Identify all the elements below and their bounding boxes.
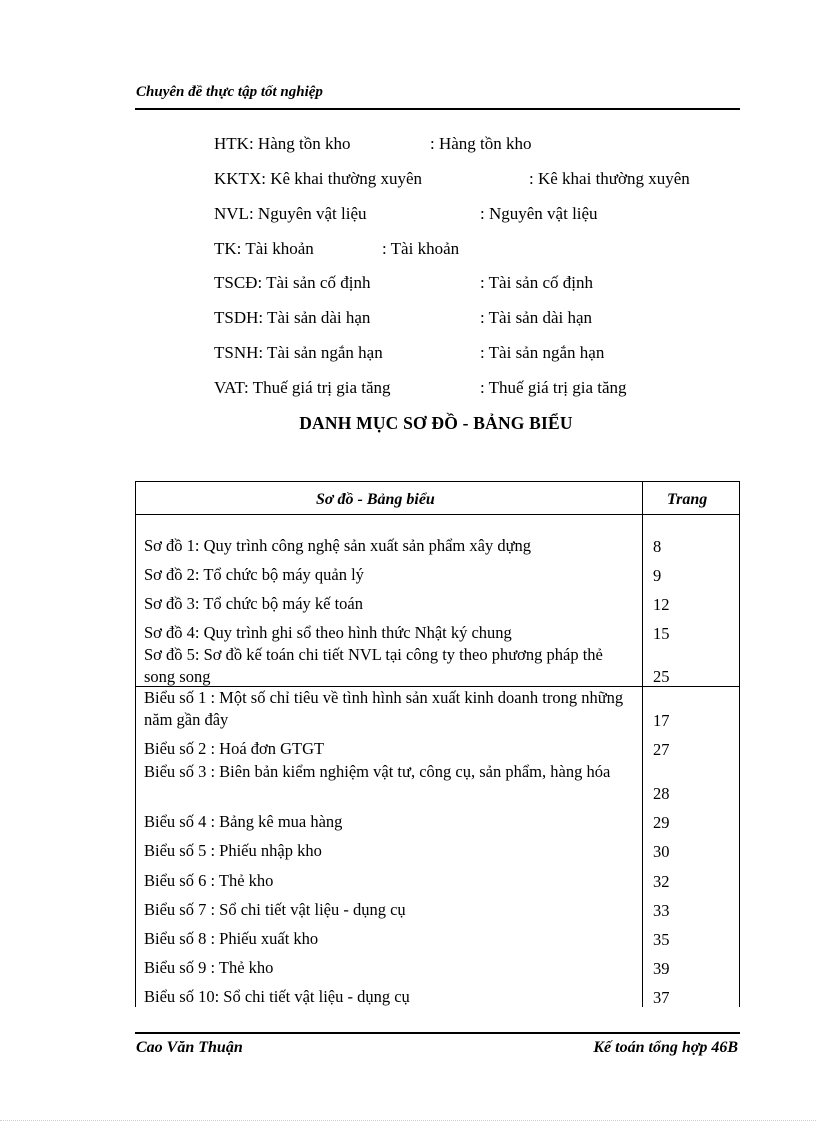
- abbr-term: VAT: Thuế giá trị gia tăng: [214, 378, 391, 397]
- abbr-term: TSCĐ: Tài sản cố định: [214, 273, 371, 292]
- footer-author: Cao Văn Thuận: [136, 1039, 243, 1056]
- table-row-page: 35: [653, 930, 670, 949]
- table-row-page: 29: [653, 813, 670, 832]
- abbr-meaning: : Kê khai thường xuyên: [529, 169, 690, 188]
- table-row-label: Biểu số 9 : Thẻ kho: [144, 958, 274, 977]
- abbr-term: TK: Tài khoản: [214, 239, 314, 258]
- table-row-label: Biểu số 7 : Sổ chi tiết vật liệu - dụng cụ: [144, 900, 406, 919]
- table-row-label: Biểu số 3 : Biên bản kiểm nghiệm vật tư, công cụ, sản phẩm, hàng hóa: [144, 762, 611, 781]
- table-row-label: Sơ đồ 3: Tổ chức bộ máy kế toán: [144, 594, 363, 613]
- table-row-label: Sơ đồ 1: Quy trình công nghệ sản xuất sản phẩm xây dựng: [144, 536, 532, 555]
- table-header-row: [136, 482, 739, 515]
- header-item: Sơ đồ - Bảng biểu: [316, 491, 435, 508]
- header-rule: [135, 108, 740, 110]
- table-row-page: 17: [653, 711, 670, 730]
- abbr-meaning: : Tài sản cố định: [480, 273, 593, 292]
- abbr-meaning: : Tài sản ngắn hạn: [480, 343, 605, 362]
- table-row-label: Sơ đồ 4: Quy trình ghi sổ theo hình thức Nhật ký chung: [144, 623, 512, 642]
- table-row-page: 37: [653, 988, 670, 1007]
- page-edge: [0, 1120, 816, 1121]
- table-row-page: 15: [653, 624, 670, 643]
- table-row-page: 33: [653, 901, 670, 920]
- abbr-meaning: : Thuế giá trị gia tăng: [480, 378, 627, 397]
- table-row-label: Biểu số 5 : Phiếu nhập kho: [144, 841, 322, 860]
- table-row-page: 28: [653, 784, 670, 803]
- abbr-term: KKTX: Kê khai thường xuyên: [214, 169, 423, 188]
- abbr-term: TSDH: Tài sản dài hạn: [214, 308, 371, 327]
- table-row-page: 30: [653, 842, 670, 861]
- section-title: DANH MỤC SƠ ĐỒ - BẢNG BIỂU: [299, 413, 573, 433]
- table-row-page: 25: [653, 667, 670, 686]
- table-row-label: Biểu số 10: Sổ chi tiết vật liệu - dụng cụ: [144, 987, 410, 1006]
- abbr-term: TSNH: Tài sản ngắn hạn: [214, 343, 383, 362]
- table-row-page: 12: [653, 595, 670, 614]
- abbr-meaning: : Hàng tồn kho: [430, 134, 532, 153]
- running-header-title: Chuyên đề thực tập tốt nghiệp: [136, 84, 323, 100]
- column-divider: [642, 482, 643, 1007]
- table-row-label: Biểu số 6 : Thẻ kho: [144, 871, 274, 890]
- table-row-label: Sơ đồ 2: Tổ chức bộ máy quản lý: [144, 565, 364, 584]
- table-row-label: Biểu số 4 : Bảng kê mua hàng: [144, 812, 343, 831]
- footer-class: Kế toán tổng hợp 46B: [593, 1039, 738, 1056]
- abbr-term: NVL: Nguyên vật liệu: [214, 204, 367, 223]
- table-row-label: Sơ đồ 5: Sơ đồ kế toán chi tiết NVL tại công ty theo phương pháp thẻ song song: [144, 645, 603, 686]
- table-row-page: 32: [653, 872, 670, 891]
- abbr-meaning: : Tài khoản: [382, 239, 460, 258]
- abbr-term: HTK: Hàng tồn kho: [214, 134, 351, 153]
- table-row-label: Biểu số 1 : Một số chỉ tiêu về tình hình sản xuất kinh doanh trong những năm gần đây: [144, 688, 624, 729]
- table-row-page: 39: [653, 959, 670, 978]
- footer-rule: [135, 1032, 740, 1034]
- header-page: Trang: [667, 491, 708, 508]
- table-row-label: Biểu số 8 : Phiếu xuất kho: [144, 929, 319, 948]
- abbr-meaning: : Nguyên vật liệu: [480, 204, 598, 223]
- table-row-page: 8: [653, 537, 662, 556]
- abbr-meaning: : Tài sản dài hạn: [480, 308, 593, 327]
- table-row-page: 27: [653, 740, 670, 759]
- table-row-page: 9: [653, 566, 662, 585]
- figures-table: [135, 481, 740, 1007]
- table-row-label: Biểu số 2 : Hoá đơn GTGT: [144, 739, 325, 758]
